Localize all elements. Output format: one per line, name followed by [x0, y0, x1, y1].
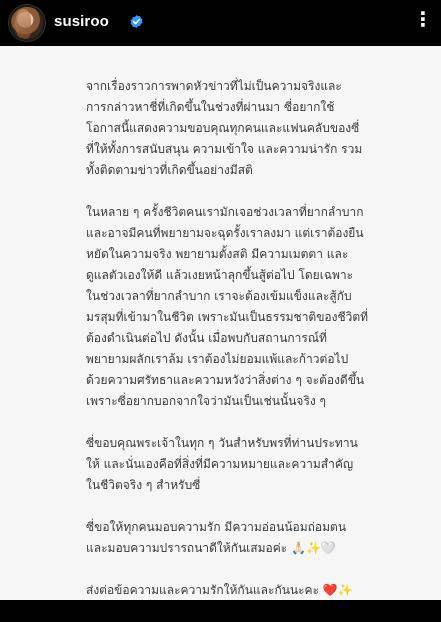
paragraph-3: [86, 433, 406, 496]
verified-badge-icon: [129, 14, 144, 29]
white-heart-emoji-icon: 🤍: [320, 541, 336, 555]
text-line: [86, 538, 406, 559]
text-line: และอาจมีคนที่พยายามจะฉุดรั้งเราลงมา แต่เราต้องยืน: [86, 226, 364, 240]
paragraph-5: [86, 580, 406, 601]
paragraph-4: [86, 517, 406, 559]
text-line: หยัดในความจริง พยายามตั้งสติ มีความเมตตา และ: [86, 247, 349, 261]
text-line: พยายามผลักเราล้ม เราต้องไม่ยอมแพ้และก้าวต่อไป: [86, 352, 349, 366]
text-line: ที่ให้ทั้งการสนับสนุน ความเข้าใจ และความน่ารัก รวม: [86, 142, 363, 156]
paragraph-2: [86, 202, 406, 412]
profile-avatar[interactable]: [9, 5, 45, 41]
red-heart-emoji-icon: ❤️: [322, 583, 338, 597]
sparkles-emoji-icon: ✨: [337, 583, 353, 597]
text-line: ในชีวิตจริง ๆ สำหรับซี่: [86, 478, 201, 492]
text-segment: ส่งต่อข้อความและความรักให้กันและกันนะคะ: [86, 583, 320, 597]
text-line: มรสุมที่เข้ามาในชีวิต เพราะมันเป็นธรรมชาติของชีวิตที่: [86, 310, 369, 324]
more-options-icon[interactable]: ⋮: [413, 7, 433, 31]
text-line: เพราะซี่อยากบอกจากใจว่ามันเป็นเช่นนั้นจริง ๆ: [86, 394, 327, 408]
text-line: ด้วยความศรัทธาและความหวังว่าสิ่งต่าง ๆ จะต้องดีขึ้น: [86, 373, 365, 387]
folded-hands-emoji-icon: 🙏🏻: [291, 541, 306, 555]
text-line: [86, 580, 406, 601]
text-line: ในช่วงเวลาที่ยากลำบาก เราจะต้องเข้มแข็งและสู้กับ: [86, 289, 352, 303]
username-link[interactable]: susiroo: [54, 13, 109, 30]
paragraph-1: [86, 76, 406, 181]
text-line: ให้ และนั่นเองคือที่สิ่งที่มีความหมายและความสำคัญ: [86, 457, 354, 471]
post-image: [0, 46, 441, 600]
text-line: ต้องดำเนินต่อไป ดังนั้น เมื่อพบกับสถานการณ์ที่: [86, 331, 327, 345]
text-line: จากเรื่องราวการพาดหัวข่าวที่ไม่เป็นความจริงและ: [86, 79, 342, 93]
text-line: โอกาสนี้แสดงความขอบคุณทุกคนและแฟนคลับของซี่: [86, 121, 360, 135]
text-line: ทั้งติดตามข่าวที่เกิดขึ้นอย่างมีสติ: [86, 163, 253, 177]
text-line: ซี่ขอให้ทุกคนมอบความรัก มีความอ่อนน้อมถ่อมตน: [86, 520, 347, 534]
sparkles-emoji-icon: ✨: [305, 541, 321, 555]
text-segment: และมอบความปรารถนาดีให้กันเสมอค่ะ: [86, 541, 288, 555]
post-header: [0, 0, 441, 46]
text-line: การกล่าวหาชี่ที่เกิดขึ้นในช่วงที่ผ่านมา ซี่อยากใช้: [86, 100, 335, 114]
text-line: ซี่ขอบคุณพระเจ้าในทุก ๆ วันสำหรับพรที่ท่านประทาน: [86, 436, 358, 450]
post-caption-text: [86, 76, 406, 622]
text-line: ในหลาย ๆ ครั้งชีวิตคนเรามักเจอช่วงเวลาที่ยากลำบาก: [86, 205, 364, 219]
text-line: ดูแลตัวเองให้ดี แล้วเงยหน้าลุกขึ้นสู้ต่อไป โดยเฉพาะ: [86, 268, 354, 282]
